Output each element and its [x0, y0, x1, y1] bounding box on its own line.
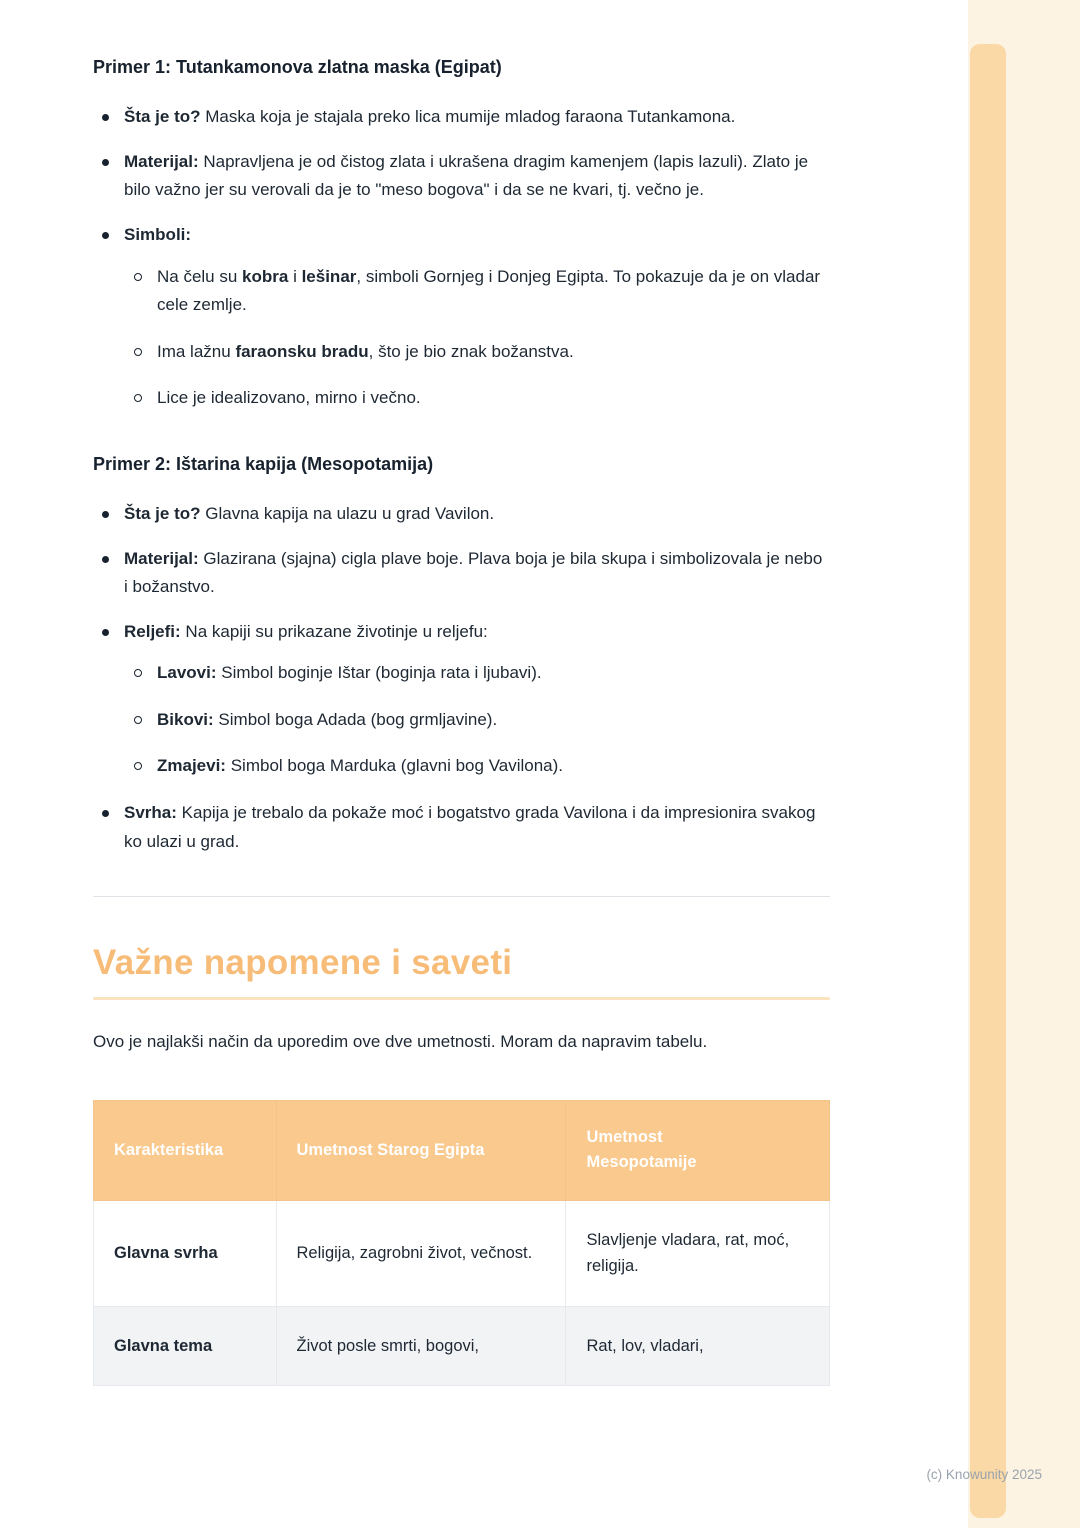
list-item — [93, 148, 830, 205]
section-heading-primer2: Primer 2: Ištarina kapija (Mesopotamija) — [93, 453, 434, 474]
list-item-text: Materijal: Glazirana (sjajna) cigla plave boje. Plava boja je bila skupa i simbolizovala je nebo i božanstvo. — [124, 548, 823, 597]
notes-section-heading: Važne napomene i saveti — [93, 943, 513, 983]
table-header-row — [94, 1100, 830, 1200]
list-item — [93, 618, 830, 781]
list-item-text: Svrha: Kapija je trebalo da pokaže moć i bogatstvo grada Vavilona i da impresionira svakog ko ulazi u grad. — [124, 802, 816, 851]
list-item-text: Lavovi: Simbol boginje Ištar (boginja rata i ljubavi). — [157, 663, 542, 683]
row-label-cell: Glavna tema — [94, 1306, 277, 1385]
list-item — [93, 103, 830, 132]
note-content — [93, 0, 830, 1386]
primer1-bullet-list — [93, 103, 830, 412]
row-label-cell: Glavna svrha — [94, 1200, 277, 1306]
sub-list-item — [128, 659, 830, 688]
sub-list-item — [128, 706, 830, 735]
section-heading-primer1: Primer 1: Tutankamonova zlatna maska (Egipat) — [93, 57, 502, 77]
table-cell: Rat, lov, vladari, — [566, 1306, 830, 1385]
header-cell-text: Umetnost Mesopotamije — [586, 1127, 697, 1172]
table-row — [94, 1200, 830, 1306]
list-item — [93, 545, 830, 602]
notes-paragraph: Ovo je najlakši način da uporedim ove dve umetnosti. Moram da napravim tabelu. — [93, 1032, 708, 1052]
list-item-text: Reljefi: Na kapiji su prikazane životinje u reljefu: — [124, 621, 488, 641]
table-cell: Slavljenje vladara, rat, moć, religija. — [566, 1200, 830, 1306]
sub-list-item — [128, 263, 830, 320]
section-divider — [93, 896, 830, 897]
list-item-text: Zmajevi: Simbol boga Marduka (glavni bog Vavilona). — [157, 756, 564, 776]
list-item-text: Materijal: Napravljena je od čistog zlata i ukrašena dragim kamenjem (lapis lazuli). Zlato je bilo važno jer su verovali da je to "meso bogova" i da se ne kvari, tj. večno je. — [124, 151, 809, 200]
list-item-text: Ima lažnu faraonsku bradu, što je bio znak božanstva. — [157, 341, 574, 361]
primer2-bullet-list — [93, 500, 830, 856]
list-item-text: Šta je to? Maska koja je stajala preko lica mumije mladog faraona Tutankamona. — [124, 107, 736, 127]
header-cell-mesopotamija — [566, 1100, 830, 1200]
header-cell-text: Karakteristika — [114, 1140, 224, 1159]
header-cell-egipat — [276, 1100, 566, 1200]
list-item-text: Lice je idealizovano, mirno i večno. — [157, 388, 421, 408]
comparison-table — [93, 1100, 830, 1386]
list-item — [93, 221, 830, 413]
primer2-sublist — [124, 659, 830, 781]
list-item — [93, 799, 830, 856]
list-item — [93, 500, 830, 529]
list-item-text: Na čelu su kobra i lešinar, simboli Gornjeg i Donjeg Egipta. To pokazuje da je on vladar cele zemlje. — [157, 266, 821, 315]
header-cell-text: Umetnost Starog Egipta — [296, 1140, 485, 1159]
footer-credit: (c) Knowunity 2025 — [926, 1467, 1042, 1482]
sub-list-item — [128, 384, 830, 413]
list-item-text: Šta je to? Glavna kapija na ulazu u grad Vavilon. — [124, 504, 495, 524]
comparison-table-header — [94, 1100, 830, 1200]
page-edge-accent-bar — [970, 44, 1006, 1518]
sub-list-item — [128, 338, 830, 367]
comparison-table-body — [94, 1200, 830, 1385]
list-item-text: Simboli: — [124, 225, 192, 245]
header-cell-karakteristika — [94, 1100, 277, 1200]
page-edge-strip — [968, 0, 1080, 1528]
table-row — [94, 1306, 830, 1385]
sub-list-item — [128, 752, 830, 781]
table-cell: Život posle smrti, bogovi, — [276, 1306, 566, 1385]
notes-heading-underline — [93, 997, 830, 1000]
table-cell: Religija, zagrobni život, večnost. — [276, 1200, 566, 1306]
primer1-sublist — [124, 263, 830, 413]
list-item-text: Bikovi: Simbol boga Adada (bog grmljavine). — [157, 709, 498, 729]
